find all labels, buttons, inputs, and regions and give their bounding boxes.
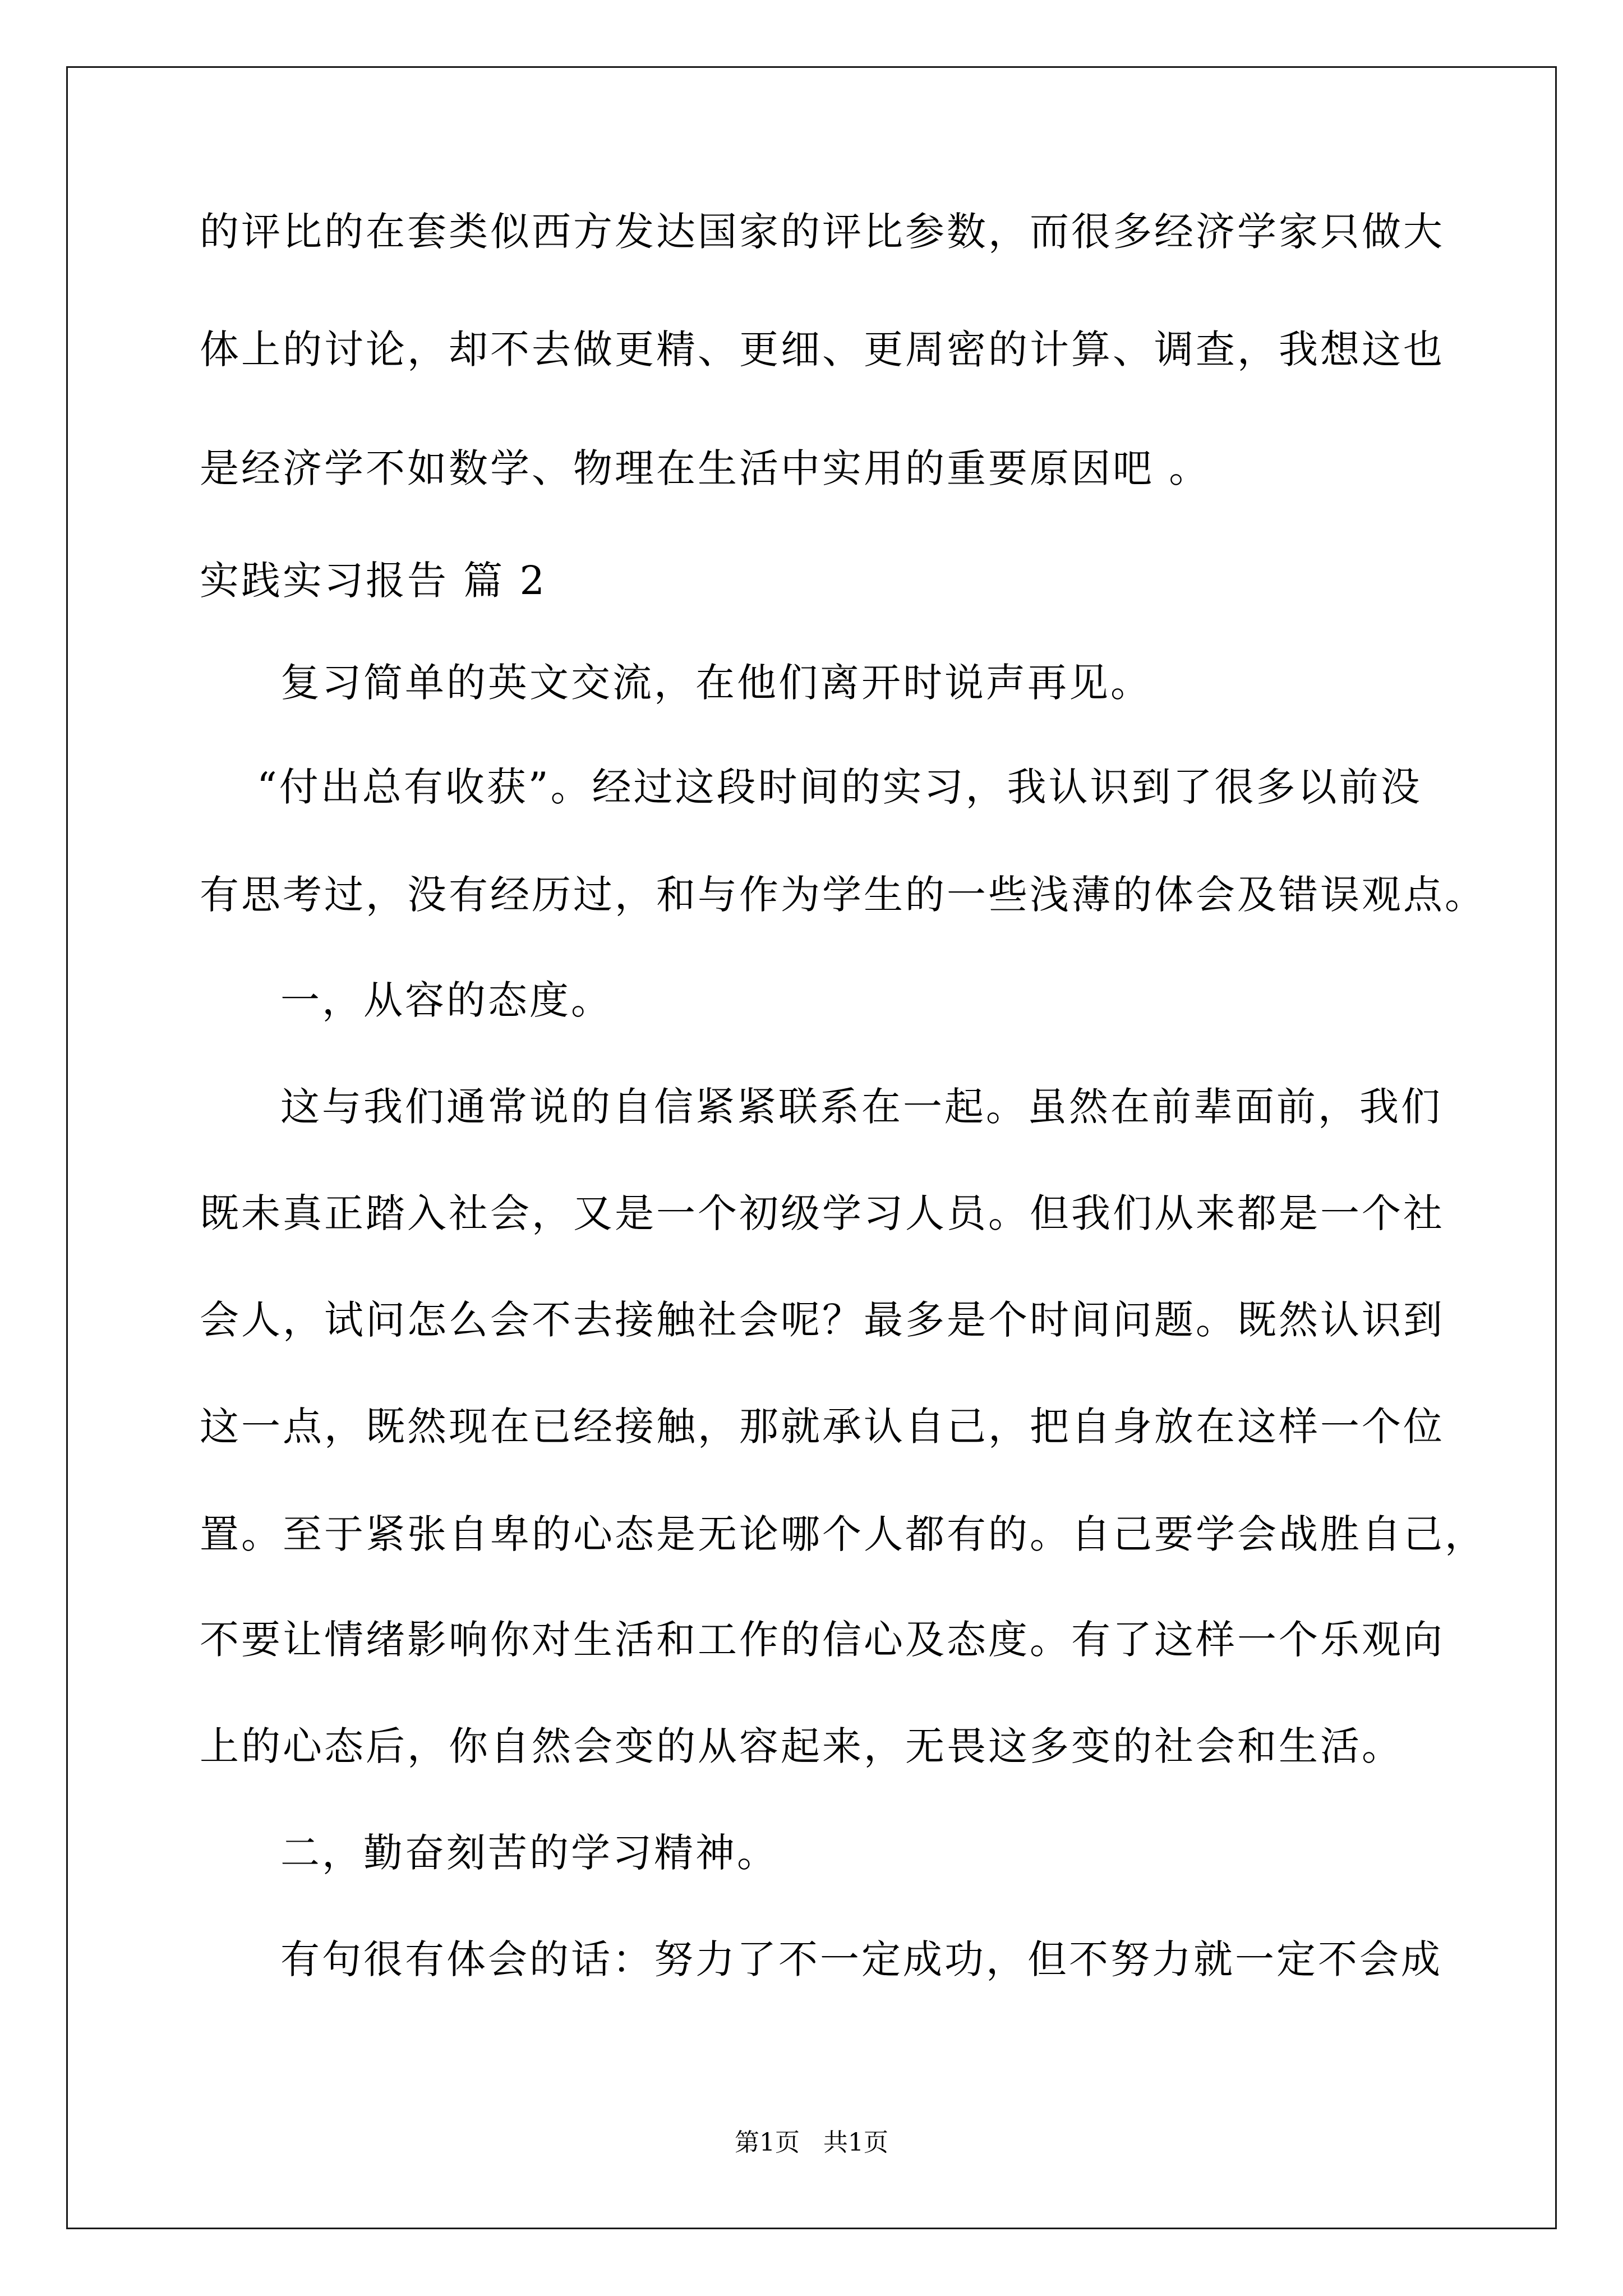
text-line: “付出总有收获”。经过这段时间的实习，我认识到了很多以前没 [257, 764, 1422, 810]
text-line: 不要让情绪影响你对生活和工作的信心及态度。有了这样一个乐观向 [200, 1617, 1445, 1663]
text-line: 置。至于紧张自卑的心态是无论哪个人都有的。自己要学会战胜自己， [200, 1511, 1486, 1557]
text-line: 复习简单的英文交流，在他们离开时说声再见。 [280, 660, 1152, 706]
text-line: 的评比的在套类似西方发达国家的评比参数，而很多经济学家只做大 [200, 209, 1445, 255]
text-line: 体上的讨论，却不去做更精、更细、更周密的计算、调查，我想这也 [200, 326, 1445, 372]
subheading: 一，从容的态度。 [280, 977, 612, 1023]
page-border [66, 66, 1557, 2229]
text-line: 既未真正踏入社会，又是一个初级学习人员。但我们从来都是一个社 [200, 1190, 1445, 1236]
subheading: 二，勤奋刻苦的学习精神。 [280, 1830, 778, 1876]
page-footer: 第1页 共1页 [735, 2128, 888, 2157]
text-line: 有思考过，没有经历过，和与作为学生的一些浅薄的体会及错误观点。 [200, 872, 1486, 918]
text-line: 是经济学不如数学、物理在生活中实用的重要原因吧 。 [200, 445, 1211, 491]
text-line: 这与我们通常说的自信紧紧联系在一起。虽然在前辈面前，我们 [280, 1084, 1442, 1130]
text-line: 这一点，既然现在已经接触，那就承认自己，把自身放在这样一个位 [200, 1404, 1445, 1450]
text-line: 有句很有体会的话：努力了不一定成功，但不努力就一定不会成 [280, 1936, 1442, 1982]
section-heading: 实践实习报告 篇 2 [200, 558, 547, 604]
text-line: 会人，试问怎么会不去接触社会呢？最多是个时间问题。既然认识到 [200, 1297, 1445, 1343]
text-line: 上的心态后，你自然会变的从容起来，无畏这多变的社会和生活。 [200, 1723, 1403, 1769]
